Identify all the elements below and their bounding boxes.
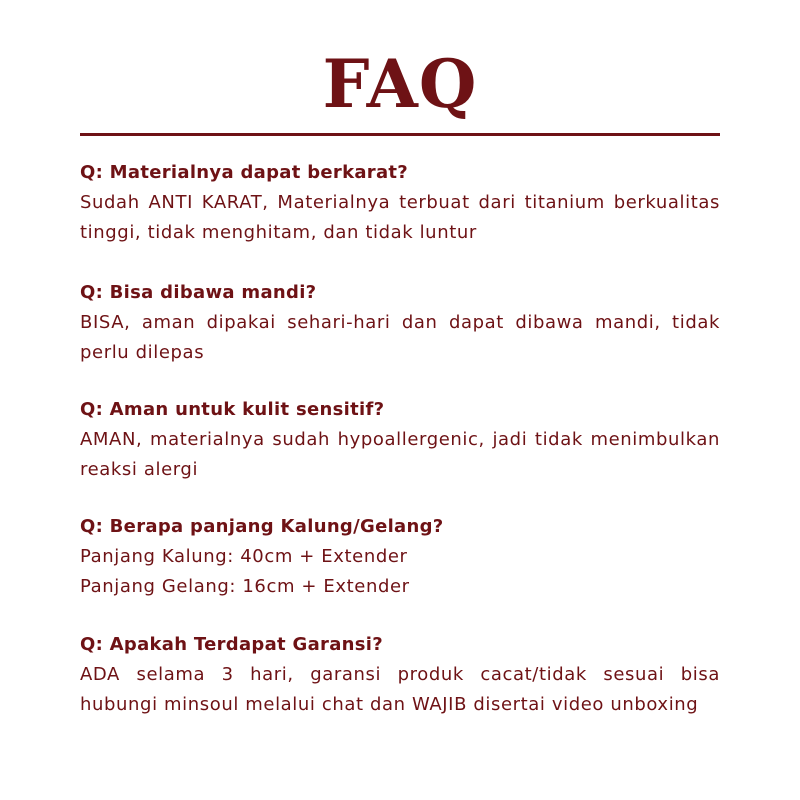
faq-item-mandi (80, 278, 720, 368)
faq-item-garansi (80, 630, 720, 720)
faq-answer-line-kalung: Panjang Kalung: 40cm + Extender (80, 546, 408, 567)
faq-question: Q: Aman untuk kulit sensitif? (80, 399, 385, 420)
faq-question: Q: Materialnya dapat berkarat? (80, 162, 409, 183)
faq-answer: BISA, aman dipakai sehari-hari dan dapat dibawa mandi, tidak perlu dilepas (80, 312, 720, 363)
faq-question: Q: Apakah Terdapat Garansi? (80, 634, 384, 655)
faq-item-panjang (80, 512, 720, 602)
faq-item-sensitif (80, 395, 720, 485)
faq-question: Q: Bisa dibawa mandi? (80, 282, 317, 303)
faq-answer-line-gelang: Panjang Gelang: 16cm + Extender (80, 576, 410, 597)
faq-answer: ADA selama 3 hari, garansi produk cacat/tidak sesuai bisa hubungi minsoul melalui chat dan WAJIB disertai video unboxing (80, 664, 720, 715)
faq-answer (80, 542, 720, 602)
page-title: FAQ (322, 45, 478, 123)
faq-answer: Sudah ANTI KARAT, Materialnya terbuat dari titanium berkualitas tinggi, tidak menghitam, dan tidak luntur (80, 192, 720, 243)
title-divider (80, 133, 720, 136)
faq-item-material (80, 158, 720, 248)
faq-question: Q: Berapa panjang Kalung/Gelang? (80, 516, 444, 537)
faq-answer: AMAN, materialnya sudah hypoallergenic, jadi tidak menimbulkan reaksi alergi (80, 429, 720, 480)
